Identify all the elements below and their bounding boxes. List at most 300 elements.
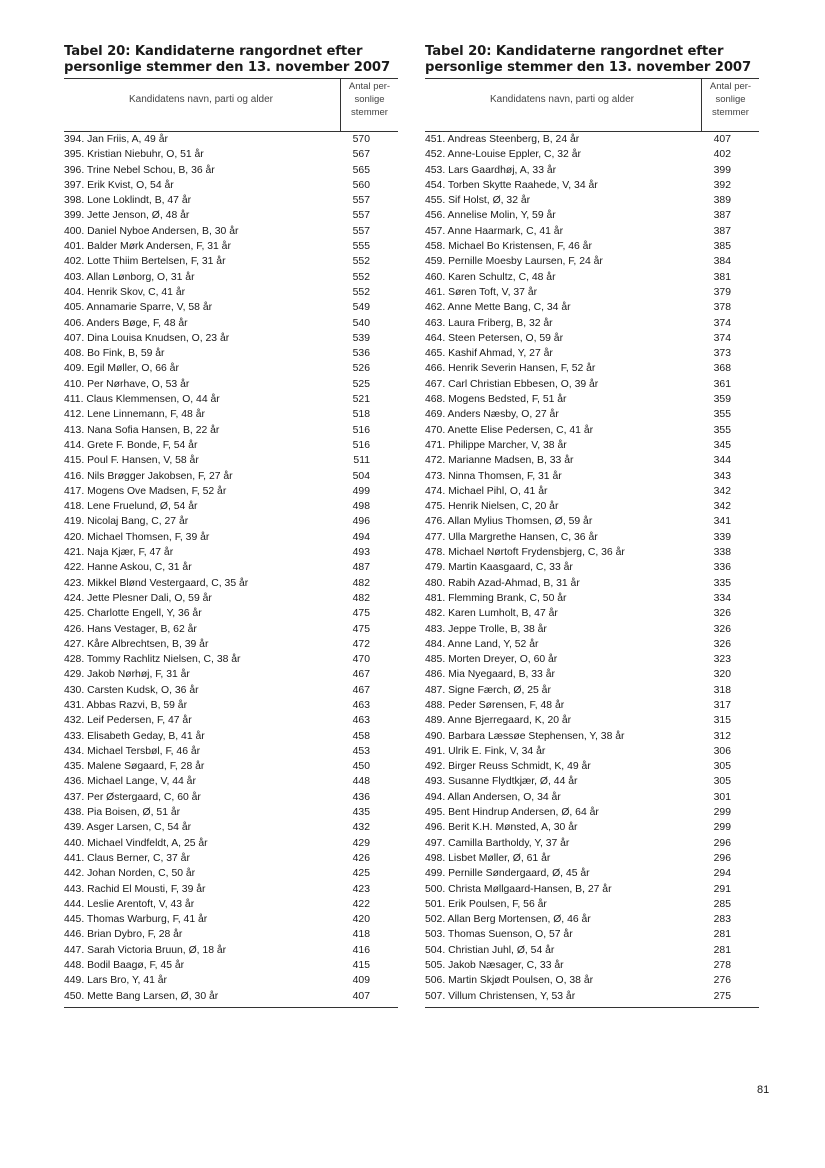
candidate-name: 410. Per Nørhave, O, 53 år (64, 378, 190, 390)
table-row (425, 790, 759, 805)
table-row (425, 163, 759, 178)
table-row (425, 927, 759, 942)
vote-count: 475 (352, 608, 370, 620)
table-row (425, 820, 759, 835)
table-row (425, 576, 759, 591)
table-row (64, 713, 398, 728)
vote-count: 317 (713, 699, 731, 711)
candidate-name: 506. Martin Skjødt Poulsen, O, 38 år (425, 975, 594, 987)
vote-count: 511 (353, 455, 370, 467)
candidate-name: 441. Claus Berner, C, 37 år (64, 852, 190, 864)
candidate-name: 424. Jette Plesner Dali, O, 59 år (64, 592, 212, 604)
vote-count: 384 (713, 256, 731, 268)
table-row (64, 897, 398, 912)
candidate-name: 446. Brian Dybro, F, 28 år (64, 929, 183, 941)
candidate-name: 437. Per Østergaard, C, 60 år (64, 791, 201, 803)
table-row (64, 637, 398, 652)
vote-count: 432 (352, 822, 370, 834)
vote-count: 301 (713, 791, 731, 803)
vote-count: 355 (713, 424, 731, 436)
vote-count: 409 (352, 975, 370, 987)
candidate-name: 443. Rachid El Mousti, F, 39 år (64, 883, 206, 895)
table-row (64, 667, 398, 682)
candidate-name: 444. Leslie Arentoft, V, 43 år (64, 898, 195, 910)
vote-count: 343 (713, 470, 731, 482)
candidate-name: 452. Anne-Louise Eppler, C, 32 år (425, 149, 581, 161)
candidate-name: 493. Susanne Flydtkjær, Ø, 44 år (425, 776, 578, 788)
vote-count: 278 (713, 960, 731, 972)
candidate-name: 447. Sarah Victoria Bruun, Ø, 18 år (64, 944, 227, 956)
candidate-name: 448. Bodil Baagø, F, 45 år (64, 960, 185, 972)
vote-count: 482 (352, 592, 370, 604)
candidate-name: 465. Kashif Ahmad, Y, 27 år (425, 348, 553, 360)
right-table-title: Tabel 20: Kandidaterne rangordnet efter personlige stemmer den 13. november 2007 (425, 44, 752, 75)
table-row (64, 606, 398, 621)
vote-count: 463 (352, 715, 370, 727)
vote-count: 326 (713, 623, 731, 635)
candidate-name: 403. Allan Lønborg, O, 31 år (64, 271, 195, 283)
vote-count: 285 (713, 898, 731, 910)
table-row (425, 774, 759, 789)
vote-count: 276 (713, 975, 731, 987)
vote-count: 407 (713, 134, 731, 145)
candidate-name: 483. Jeppe Trolle, B, 38 år (425, 623, 547, 635)
table-row (425, 514, 759, 529)
right-table-header (425, 78, 759, 132)
candidate-name: 505. Jakob Næsager, C, 33 år (425, 960, 564, 972)
vote-count: 320 (713, 669, 731, 681)
right-header-votes-line: stemmer (712, 107, 749, 118)
vote-count: 407 (352, 990, 370, 1002)
table-row (425, 484, 759, 499)
right-table (425, 44, 759, 1008)
table-row (64, 560, 398, 575)
candidate-name: 396. Trine Nebel Schou, B, 36 år (64, 164, 215, 176)
vote-count: 470 (352, 654, 370, 666)
table-row (425, 897, 759, 912)
table-row (425, 132, 759, 147)
vote-count: 493 (352, 547, 370, 559)
table-row (425, 973, 759, 988)
table-row (425, 377, 759, 392)
table-row (64, 147, 398, 162)
vote-count: 448 (352, 776, 370, 788)
candidate-name: 471. Philippe Marcher, V, 38 år (425, 439, 567, 451)
table-row (425, 591, 759, 606)
left-header-votes-line: Antal per- (348, 81, 391, 92)
table-row (425, 805, 759, 820)
right-table-bottom-rule (425, 1007, 759, 1008)
candidate-name: 504. Christian Juhl, Ø, 54 år (425, 944, 555, 956)
table-row (425, 285, 759, 300)
table-row (64, 163, 398, 178)
vote-count: 472 (352, 638, 370, 650)
candidate-name: 436. Michael Lange, V, 44 år (64, 776, 196, 788)
candidate-name: 503. Thomas Suenson, O, 57 år (425, 929, 573, 941)
vote-count: 560 (352, 179, 370, 191)
vote-count: 436 (352, 791, 370, 803)
candidate-name: 433. Elisabeth Geday, B, 41 år (64, 730, 205, 742)
table-row (64, 836, 398, 851)
table-row (64, 361, 398, 376)
table-row (64, 392, 398, 407)
candidate-name: 420. Michael Thomsen, F, 39 år (64, 531, 210, 543)
vote-count: 426 (352, 852, 370, 864)
candidate-name: 486. Mia Nyegaard, B, 33 år (425, 669, 555, 681)
table-row (425, 606, 759, 621)
vote-count: 387 (713, 210, 731, 222)
candidate-name: 401. Balder Mørk Andersen, F, 31 år (64, 241, 231, 253)
candidate-name: 507. Villum Christensen, Y, 53 år (425, 990, 576, 1002)
table-row (425, 392, 759, 407)
table-row (64, 300, 398, 315)
candidate-name: 492. Birger Reuss Schmidt, K, 49 år (425, 761, 591, 773)
vote-count: 552 (352, 286, 370, 298)
vote-count: 429 (352, 837, 370, 849)
candidate-name: 432. Leif Pedersen, F, 47 år (64, 715, 192, 727)
table-row (425, 713, 759, 728)
table-row (64, 805, 398, 820)
candidate-name: 405. Annamarie Sparre, V, 58 år (64, 302, 213, 314)
candidate-name: 460. Karen Schultz, C, 48 år (425, 271, 556, 283)
vote-count: 549 (352, 302, 370, 314)
table-row (64, 820, 398, 835)
table-row (425, 989, 759, 1004)
candidate-name: 445. Thomas Warburg, F, 41 år (64, 914, 208, 926)
candidate-name: 457. Anne Haarmark, C, 41 år (425, 225, 564, 237)
vote-count: 283 (713, 914, 731, 926)
candidate-name: 470. Anette Elise Pedersen, C, 41 år (425, 424, 594, 436)
vote-count: 379 (713, 286, 731, 298)
vote-count: 338 (713, 547, 731, 559)
candidate-name: 488. Peder Sørensen, F, 48 år (425, 699, 565, 711)
vote-count: 299 (713, 807, 731, 819)
candidate-name: 474. Michael Pihl, O, 41 år (425, 485, 548, 497)
vote-count: 557 (352, 195, 370, 207)
table-row (425, 407, 759, 422)
table-row (425, 958, 759, 973)
candidate-name: 439. Asger Larsen, C, 54 år (64, 822, 192, 834)
vote-count: 425 (352, 868, 370, 880)
table-row (425, 239, 759, 254)
vote-count: 458 (352, 730, 370, 742)
left-header-name: Kandidatens navn, parti og alder (129, 94, 273, 105)
candidate-name: 494. Allan Andersen, O, 34 år (425, 791, 561, 803)
table-row (64, 316, 398, 331)
page-number: 81 (757, 1084, 770, 1096)
left-table-header (64, 78, 398, 132)
candidate-name: 477. Ulla Margrethe Hansen, C, 36 år (425, 531, 598, 543)
left-table-body (64, 132, 398, 1004)
candidate-name: 479. Martin Kaasgaard, C, 33 år (425, 562, 573, 574)
table-row (64, 790, 398, 805)
candidate-name: 398. Lone Loklindt, B, 47 år (64, 195, 192, 207)
right-table-body (425, 132, 759, 1004)
table-row (425, 882, 759, 897)
table-row (425, 622, 759, 637)
vote-count: 399 (713, 164, 731, 176)
vote-count: 336 (713, 562, 731, 574)
candidate-name: 426. Hans Vestager, B, 62 år (64, 623, 197, 635)
vote-count: 482 (352, 577, 370, 589)
vote-count: 296 (713, 852, 731, 864)
table-row (64, 622, 398, 637)
table-row (64, 377, 398, 392)
table-row (64, 774, 398, 789)
table-row (64, 683, 398, 698)
candidate-name: 414. Grete F. Bonde, F, 54 år (64, 439, 198, 451)
candidate-name: 431. Abbas Razvi, B, 59 år (64, 699, 188, 711)
candidate-name: 434. Michael Tersbøl, F, 46 år (64, 745, 201, 757)
candidate-name: 411. Claus Klemmensen, O, 44 år (64, 394, 220, 406)
candidate-name: 487. Signe Færch, Ø, 25 år (425, 684, 551, 696)
candidate-name: 458. Michael Bo Kristensen, F, 46 år (425, 241, 592, 253)
candidate-name: 502. Allan Berg Mortensen, Ø, 46 år (425, 914, 591, 926)
vote-count: 345 (713, 439, 731, 451)
vote-count: 521 (352, 394, 370, 406)
table-row (64, 576, 398, 591)
right-header-name: Kandidatens navn, parti og alder (490, 94, 634, 105)
table-row (425, 759, 759, 774)
candidate-name: 421. Naja Kjær, F, 47 år (64, 547, 174, 559)
vote-count: 422 (352, 898, 370, 910)
table-row (425, 453, 759, 468)
right-header-votes-line: Antal per- (709, 81, 752, 92)
table-row (64, 729, 398, 744)
vote-count: 567 (352, 149, 370, 161)
table-row (425, 193, 759, 208)
table-row (64, 270, 398, 285)
candidate-name: 394. Jan Friis, A, 49 år (64, 134, 168, 145)
candidate-name: 408. Bo Fink, B, 59 år (64, 348, 165, 360)
candidate-name: 453. Lars Gaardhøj, A, 33 år (425, 164, 557, 176)
table-row (425, 698, 759, 713)
candidate-name: 404. Henrik Skov, C, 41 år (64, 286, 186, 298)
candidate-name: 495. Bent Hindrup Andersen, Ø, 64 år (425, 807, 599, 819)
candidate-name: 419. Nicolaj Bang, C, 27 år (64, 516, 189, 528)
table-row (64, 545, 398, 560)
candidate-name: 485. Morten Dreyer, O, 60 år (425, 654, 558, 666)
candidate-name: 490. Barbara Læssøe Stephensen, Y, 38 år (425, 730, 625, 742)
candidate-name: 454. Torben Skytte Raahede, V, 34 år (425, 179, 598, 191)
vote-count: 344 (713, 455, 731, 467)
vote-count: 315 (713, 715, 731, 727)
candidate-name: 451. Andreas Steenberg, B, 24 år (425, 134, 580, 145)
vote-count: 557 (352, 210, 370, 222)
candidate-name: 427. Kåre Albrechtsen, B, 39 år (64, 638, 209, 650)
candidate-name: 423. Mikkel Blønd Vestergaard, C, 35 år (64, 577, 249, 589)
vote-count: 516 (352, 439, 370, 451)
candidate-name: 482. Karen Lumholt, B, 47 år (425, 608, 558, 620)
vote-count: 552 (352, 271, 370, 283)
candidate-name: 449. Lars Bro, Y, 41 år (64, 975, 168, 987)
candidate-name: 407. Dina Louisa Knudsen, O, 23 år (64, 332, 230, 344)
vote-count: 323 (713, 654, 731, 666)
candidate-name: 402. Lotte Thiim Bertelsen, F, 31 år (64, 256, 226, 268)
table-row (425, 208, 759, 223)
vote-count: 435 (352, 807, 370, 819)
candidate-name: 428. Tommy Rachlitz Nielsen, C, 38 år (64, 654, 241, 666)
candidate-name: 484. Anne Land, Y, 52 år (425, 638, 539, 650)
table-row (64, 943, 398, 958)
table-row (64, 866, 398, 881)
vote-count: 291 (713, 883, 731, 895)
candidate-name: 397. Erik Kvist, O, 54 år (64, 179, 174, 191)
table-row (425, 224, 759, 239)
vote-count: 389 (713, 195, 731, 207)
vote-count: 526 (352, 363, 370, 375)
candidate-name: 489. Anne Bjerregaard, K, 20 år (425, 715, 572, 727)
candidate-name: 418. Lene Fruelund, Ø, 54 år (64, 501, 198, 513)
candidate-name: 481. Flemming Brank, C, 50 år (425, 592, 567, 604)
candidate-name: 406. Anders Bøge, F, 48 år (64, 317, 188, 329)
candidate-name: 476. Allan Mylius Thomsen, Ø, 59 år (425, 516, 593, 528)
candidate-name: 467. Carl Christian Ebbesen, O, 39 år (425, 378, 599, 390)
vote-count: 326 (713, 608, 731, 620)
candidate-name: 399. Jette Jenson, Ø, 48 år (64, 210, 190, 222)
candidate-name: 498. Lisbet Møller, Ø, 61 år (425, 852, 551, 864)
table-row (64, 530, 398, 545)
candidate-name: 491. Ulrik E. Fink, V, 34 år (425, 745, 546, 757)
vote-count: 306 (713, 745, 731, 757)
table-row (425, 530, 759, 545)
vote-count: 374 (713, 332, 731, 344)
table-row (425, 423, 759, 438)
table-row (64, 423, 398, 438)
table-row (425, 943, 759, 958)
vote-count: 374 (713, 317, 731, 329)
vote-count: 498 (352, 501, 370, 513)
vote-count: 341 (713, 516, 731, 528)
candidate-name: 500. Christa Møllgaard-Hansen, B, 27 år (425, 883, 612, 895)
table-row (425, 316, 759, 331)
candidate-name: 425. Charlotte Engell, Y, 36 år (64, 608, 202, 620)
vote-count: 342 (713, 485, 731, 497)
table-row (425, 560, 759, 575)
table-row (64, 224, 398, 239)
table-row (425, 667, 759, 682)
vote-count: 453 (352, 745, 370, 757)
candidate-name: 413. Nana Sofia Hansen, B, 22 år (64, 424, 220, 436)
vote-count: 387 (713, 225, 731, 237)
vote-count: 499 (352, 485, 370, 497)
vote-count: 565 (352, 164, 370, 176)
table-row (64, 652, 398, 667)
candidate-name: 440. Michael Vindfeldt, A, 25 år (64, 837, 208, 849)
candidate-name: 455. Sif Holst, Ø, 32 år (425, 195, 531, 207)
table-row (64, 469, 398, 484)
vote-count: 361 (713, 378, 731, 390)
candidate-name: 450. Mette Bang Larsen, Ø, 30 år (64, 990, 219, 1002)
vote-count: 552 (352, 256, 370, 268)
table-row (64, 346, 398, 361)
vote-count: 359 (713, 394, 731, 406)
vote-count: 335 (713, 577, 731, 589)
candidate-name: 456. Annelise Molin, Y, 59 år (425, 210, 556, 222)
table-row (64, 973, 398, 988)
candidate-name: 468. Mogens Bedsted, F, 51 år (425, 394, 567, 406)
candidate-name: 499. Pernille Søndergaard, Ø, 45 år (425, 868, 590, 880)
vote-count: 299 (713, 822, 731, 834)
table-row (425, 836, 759, 851)
vote-count: 423 (352, 883, 370, 895)
table-row (425, 851, 759, 866)
candidate-name: 496. Berit K.H. Mønsted, A, 30 år (425, 822, 578, 834)
table-row (425, 744, 759, 759)
table-row (64, 331, 398, 346)
vote-count: 402 (713, 149, 731, 161)
candidate-name: 463. Laura Friberg, B, 32 år (425, 317, 553, 329)
vote-count: 420 (352, 914, 370, 926)
candidate-name: 416. Nils Brøgger Jakobsen, F, 27 år (64, 470, 233, 482)
table-row (64, 178, 398, 193)
left-table-bottom-rule (64, 1007, 398, 1008)
vote-count: 467 (352, 669, 370, 681)
vote-count: 504 (352, 470, 370, 482)
vote-count: 518 (352, 409, 370, 421)
vote-count: 334 (713, 592, 731, 604)
table-row (425, 254, 759, 269)
candidate-name: 438. Pia Boisen, Ø, 51 år (64, 807, 181, 819)
candidate-name: 472. Marianne Madsen, B, 33 år (425, 455, 574, 467)
table-row (425, 147, 759, 162)
right-header-votes-line: sonlige (715, 94, 746, 105)
candidate-name: 461. Søren Toft, V, 37 år (425, 286, 538, 298)
vote-count: 570 (352, 134, 370, 145)
candidate-name: 462. Anne Mette Bang, C, 34 år (425, 302, 571, 314)
vote-count: 275 (713, 990, 731, 1002)
vote-count: 368 (713, 363, 731, 375)
table-row (425, 683, 759, 698)
vote-count: 416 (352, 944, 370, 956)
candidate-name: 429. Jakob Nørhøj, F, 31 år (64, 669, 190, 681)
vote-count: 392 (713, 179, 731, 191)
table-row (425, 912, 759, 927)
candidate-name: 415. Poul F. Hansen, V, 58 år (64, 455, 199, 467)
table-row (425, 270, 759, 285)
table-row (64, 484, 398, 499)
candidate-name: 400. Daniel Nyboe Andersen, B, 30 år (64, 225, 239, 237)
table-row (64, 591, 398, 606)
table-row (425, 300, 759, 315)
candidate-name: 497. Camilla Bartholdy, Y, 37 år (425, 837, 570, 849)
table-row (425, 866, 759, 881)
candidate-name: 459. Pernille Moesby Laursen, F, 24 år (425, 256, 603, 268)
vote-count: 305 (713, 776, 731, 788)
vote-count: 555 (352, 241, 370, 253)
table-row (64, 851, 398, 866)
vote-count: 339 (713, 531, 731, 543)
candidate-name: 442. Johan Norden, C, 50 år (64, 868, 196, 880)
table-row (64, 912, 398, 927)
table-row (425, 652, 759, 667)
candidate-name: 395. Kristian Niebuhr, O, 51 år (64, 149, 204, 161)
table-row (64, 744, 398, 759)
vote-count: 385 (713, 241, 731, 253)
vote-count: 487 (352, 562, 370, 574)
vote-count: 557 (352, 225, 370, 237)
table-row (425, 438, 759, 453)
candidate-name: 478. Michael Nørtoft Frydensbjerg, C, 36 år (425, 547, 625, 559)
vote-count: 467 (352, 684, 370, 696)
candidate-name: 435. Malene Søgaard, F, 28 år (64, 761, 205, 773)
table-row (64, 453, 398, 468)
table-row (64, 759, 398, 774)
table-row (425, 545, 759, 560)
table-row (64, 239, 398, 254)
left-header-votes-line: sonlige (354, 94, 385, 105)
left-header-votes-line: stemmer (351, 107, 388, 118)
